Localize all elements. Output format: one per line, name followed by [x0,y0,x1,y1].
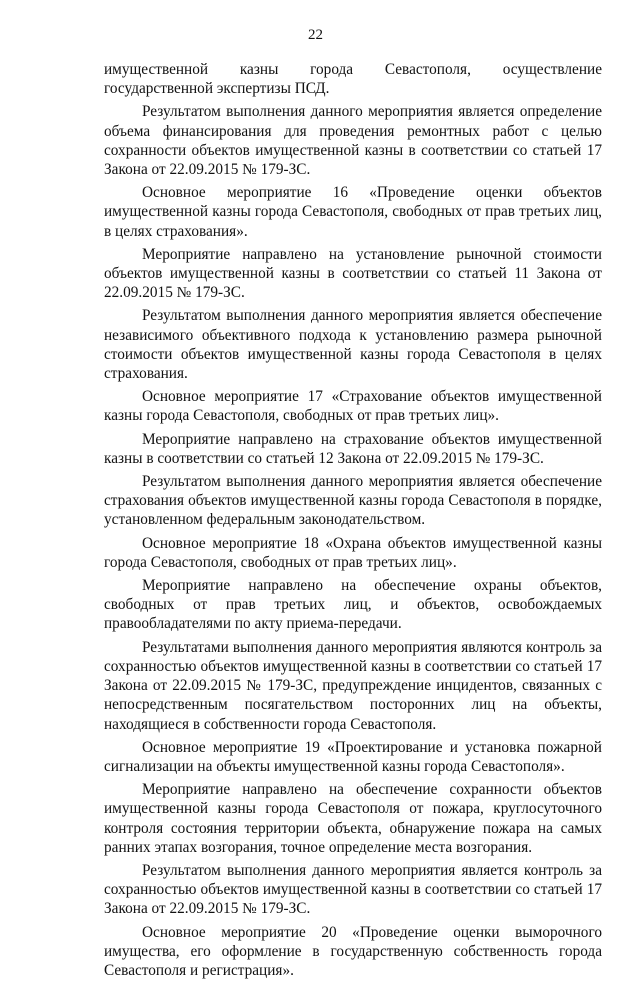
paragraph: Результатом выполнения данного мероприятия является обеспечение страхования объектов имущественной казны города Севастополя в порядке, установленном федеральным законодательством. [104,473,602,529]
paragraph: Основное мероприятие 19 «Проектирование и установка пожарной сигнализации на объекты имущественной казны города Севастополя». [104,738,602,775]
paragraph: Результатом выполнения данного мероприятия является определение объема финансирования для проведения ремонтных работ с целью сохранности объектов имущественной казны в соответствии со статьей 17 Закона от 22.09.2015 № 179-ЗС. [104,103,602,179]
paragraph: Основное мероприятие 16 «Проведение оценки объектов имущественной казны города Севастополя, свободных от прав третьих лиц, в целях страхования». [104,184,602,240]
document-body [104,60,602,984]
paragraph: Основное мероприятие 17 «Страхование объектов имущественной казны города Севастополя, свободных от прав третьих лиц». [104,388,602,425]
paragraph: Результатами выполнения данного мероприятия являются контроль за сохранностью объектов имущественной казны в соответствии со статьей 17 Закона от 22.09.2015 № 179-ЗС, предупреждение инцидентов, связанных с непосредственным посягательством посторонних лиц на объекты, находящиеся в собственности города Севастополя. [104,638,602,733]
paragraph: Результатом выполнения данного мероприятия является обеспечение независимого объективного подхода к установлению размера рыночной стоимости объектов имущественной казны города Севастополя в целях страхования. [104,307,602,383]
paragraph: Основное мероприятие 18 «Охрана объектов имущественной казны города Севастополя, свободных от прав третьих лиц». [104,534,602,571]
paragraph: Мероприятие направлено на страхование объектов имущественной казны в соответствии со статьей 12 Закона от 22.09.2015 № 179-ЗС. [104,430,602,467]
paragraph: имущественной казны города Севастополя, осуществление государственной экспертизы ПСД. [104,61,602,98]
paragraph: Основное мероприятие 20 «Проведение оценки выморочного имущества, его оформление в государственную собственность города Севастополя и регистрация». [104,923,602,979]
page-number: 22 [308,27,323,43]
paragraph: Мероприятие направлено на установление рыночной стоимости объектов имущественной казны в соответствии со статьей 11 Закона от 22.09.2015 № 179-ЗС. [104,245,602,302]
paragraph: Мероприятие направлено на обеспечение охраны объектов, свободных от прав третьих лиц, и объектов, освобождаемых правообладателями по акту приема-передачи. [104,577,602,633]
paragraph: Мероприятие направлено на обеспечение сохранности объектов имущественной казны города Севастополя от пожара, круглосуточного контроля состояния территории объекта, обнаружение пожара на самых ранних этапах возгорания, точное определение места возгорания. [104,781,602,856]
paragraph: Результатом выполнения данного мероприятия является контроль за сохранностью объектов имущественной казны в соответствии со статьей 17 Закона от 22.09.2015 № 179-ЗС. [104,861,602,918]
